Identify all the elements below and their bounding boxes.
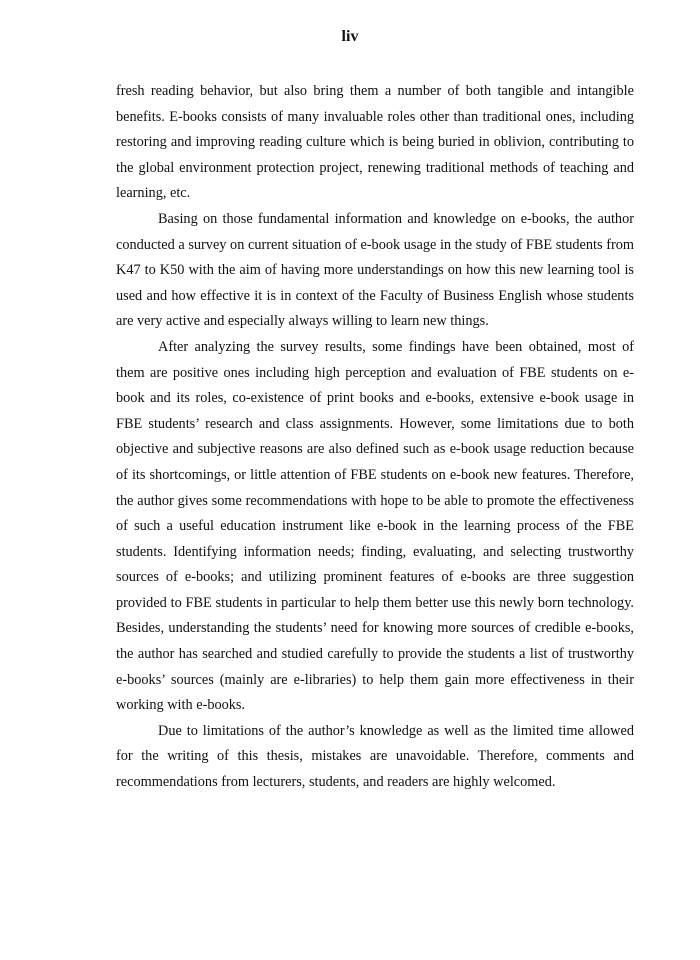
page-number: liv [341, 28, 359, 45]
paragraph-continuation: fresh reading behavior, but also bring them a number of both tangible and intangible benefits. E-books consists of many invaluable roles other than traditional ones, including restoring and improving reading culture which is being buried in oblivion, contributing to the global environment protection project, renewing traditional methods of teaching and learning, etc. [116, 83, 634, 202]
paragraph-closing: Due to limitations of the author’s knowledge as well as the limited time allowed for the writing of this thesis, mistakes are unavoidable. Therefore, comments and recommendations from lecturers, students, and readers are highly welcomed. [116, 722, 634, 791]
paragraph-survey: Basing on those fundamental information and knowledge on e-books, the author conducted a survey on current situation of e-book usage in the study of FBE students from K47 to K50 with the aim of having more understandings on how this new learning tool is used and how effective it is in context of the Faculty of Business English whose students are very active and especially always willing to learn new things. [116, 210, 634, 330]
paragraph-findings: After analyzing the survey results, some findings have been obtained, most of them are positive ones including high perception and evaluation of FBE students on e-book and its roles, co-existence of print books and e-books, extensive e-book usage in FBE students’ research and class assignments. However, some limitations due to both objective and subjective reasons are also defined such as e-book usage reduction because of its shortcomings, or little attention of FBE students on e-book new features. Therefore, the author gives some recommendations with hope to be able to promote the effectiveness of such a useful education instrument like e-book in the learning process of the FBE students. Identifying information needs; finding, evaluating, and selecting trustworthy sources of e-books; and utilizing prominent features of e-books are three suggestion provided to FBE students in particular to help them better use this newly born technology. Besides, understanding the students’ need for knowing more sources of credible e-books, the author has searched and studied carefully to provide the students a list of trustworthy e-books’ sources (mainly are e-libraries) to help them gain more effectiveness in their working with e-books. [116, 338, 634, 714]
body-text [116, 79, 634, 796]
